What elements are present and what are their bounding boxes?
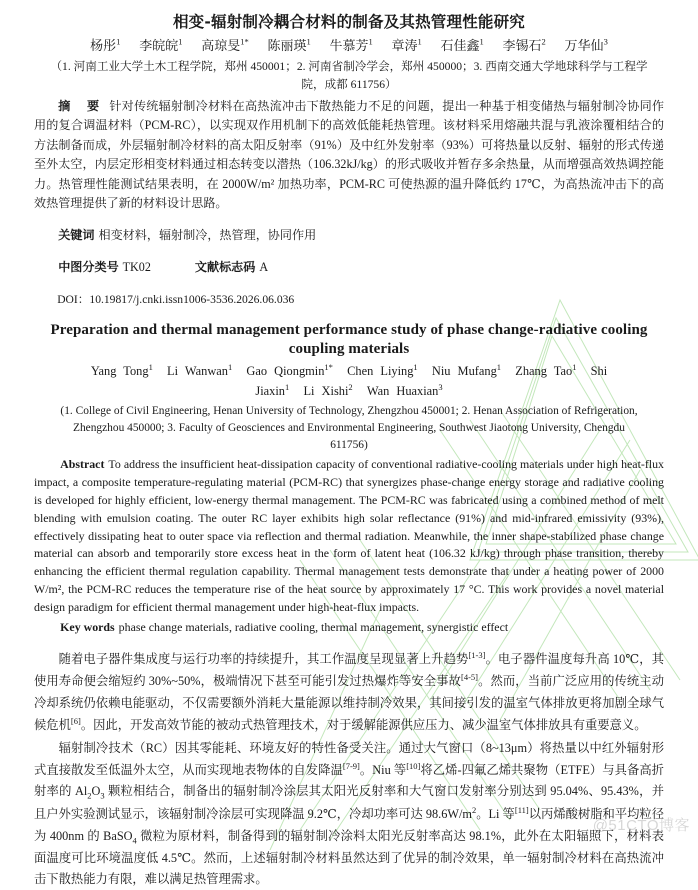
author-affiliation-marker: 1 [306, 37, 311, 48]
author-name: Wan Huaxian [366, 384, 439, 399]
citation-ref-5[interactable]: [10] [406, 761, 421, 772]
author-affiliation-marker: 1 [417, 37, 422, 48]
author-name: 章涛 [391, 38, 418, 54]
author-name: Niu Mufang [431, 364, 497, 379]
classification-line [34, 258, 664, 278]
author-affiliation-marker: 1 [572, 362, 577, 373]
author-affiliation-marker: 1* [240, 37, 249, 48]
author-name: 陈丽瑛 [267, 38, 307, 54]
affiliation-chinese: （1. 河南工业大学土木工程学院，郑州 450001；2. 河南省制冷学会，郑州 450000；3. 西南交通大学地球科学与工程学院，成都 611756） [50, 59, 648, 91]
author-entry [139, 38, 182, 53]
body-p1-seg-d: 。因此，开发高效节能的被动式热管理技术，对于缓解能源供应压力、减少温室气体排放具有重要意义。 [80, 717, 647, 732]
body-p2-seg-f: 。Li 等 [476, 807, 515, 822]
author-list-english [60, 361, 638, 400]
page-title-chinese: 相变-辐射制冷耦合材料的制备及其热管理性能研究 [172, 13, 526, 31]
author-affiliation-marker: 2 [348, 382, 353, 393]
author-name: 石佳鑫 [440, 38, 480, 54]
author-entry [201, 38, 249, 53]
author-name: Gao Qiongmin [246, 364, 325, 379]
author-entry [329, 38, 372, 53]
citation-ref-6[interactable]: [11] [514, 805, 529, 816]
clc-label: 中图分类号 [58, 260, 119, 275]
citation-ref-3[interactable]: [6] [70, 715, 81, 726]
formula-subscript-1: 2 [87, 790, 92, 801]
author-name: 万华仙 [564, 38, 604, 54]
author-entry [303, 384, 352, 398]
author-affiliation-marker: 1 [368, 37, 373, 48]
keywords-english [34, 618, 664, 636]
formula-subscript-2: 3 [100, 790, 105, 801]
author-entry [441, 38, 484, 53]
author-name: 高琼旻 [201, 38, 241, 54]
citation-ref-1[interactable]: [1-3] [468, 650, 486, 661]
body-p2-seg-h: 微粒为原材料，制备得到的辐射制冷涂料太阳光反射率高达 98.1%，此外在太阳辐照下，材料表面温度可比环境温度低 4.5℃。然而，上述辐射制冷材料虽然达到了优异的制冷效果，单一辐射制冷材料在高热流冲击下散热能力有限，难以满足热管理需求。 [34, 828, 664, 886]
author-name: Li Wanwan [167, 364, 228, 379]
abstract-text-english: To address the insufficient heat-dissipation capacity of conventional radiative-cooling materials under high heat-flux impact, a composite temperature-regulating material (PCM-RC) that synergizes phase-change energy storage and radiative cooling is developed for highly efficient, low-energy thermal management. The PCM-RC was fabricated using a combined method of melt blending with emulsion coating. The outer RC layer exhibits high solar reflectance (91%) and mid-infrared emissivity (93%), effectively dissipating heat to outer space via reflection and thermal radiation. Meanwhile, the inner shape-stabilized phase change material can absorb and temporarily store excess heat in the form of latent heat (106.32 kJ/kg) through phase transition, thereby enhancing the efficient thermal regulation capability. Thermal management tests demonstrate that under a heating power of 2000 W/m², the PCM-RC reduces the temperature rise of the heat source by approximately 17 °C. This work provides a novel material design paradigm for efficient thermal management under high-heat-flux impacts. [34, 457, 664, 614]
abstract-english [34, 456, 664, 617]
author-affiliation-marker: 1 [496, 362, 502, 373]
body-paragraph-2 [34, 738, 664, 890]
body-p1-seg-b: 。电子器件温度每升高 10℃，其使用寿命便会缩短约 30%~50%，极端情况下甚至可能引发过热爆炸等安全事故 [34, 652, 664, 689]
author-name: 牛慕芳 [329, 38, 369, 54]
author-affiliation-marker: 1 [178, 37, 183, 48]
body-paragraph-1 [34, 648, 664, 736]
clc-value: TK02 [122, 260, 151, 275]
author-name: Chen Liying [347, 364, 414, 379]
author-affiliation-marker: 3 [603, 37, 608, 48]
author-name: 杨彤 [90, 38, 117, 54]
doi-line [34, 290, 664, 309]
body-p2-seg-c: 将乙烯-四氟乙烯共聚物（ETFE）与具备高折射率的 Al [34, 763, 664, 799]
abstract-label-english: Abstract [60, 457, 105, 472]
body-p2-seg-d: O [91, 784, 101, 799]
author-name: 李锡石 [502, 38, 542, 54]
author-affiliation-marker: 1 [116, 37, 121, 48]
document-code-value: A [259, 260, 269, 275]
citation-ref-2[interactable]: [4-5] [461, 672, 478, 683]
author-name: Yang Tong [90, 364, 149, 379]
keywords-chinese [34, 226, 664, 246]
author-affiliation-marker: 1 [479, 37, 484, 48]
author-list-chinese [34, 36, 664, 56]
author-name: 李皖皖 [139, 38, 179, 54]
body-p1-seg-c: 。然而，当前广泛应用的传统主动冷却系统仍依赖电能驱动，不仅需要额外消耗大量能源以维持制冷效果，其间接引发的温室气体排放更将加剧全球气候危机 [34, 674, 664, 732]
page-title-english: Preparation and thermal management performance study of phase change-radiative cooling coupling materials [50, 321, 648, 358]
author-entry [91, 364, 153, 378]
keywords-text-english: phase change materials, radiative cooling, thermal management, synergistic effect [118, 619, 509, 634]
author-affiliation-marker: 1* [324, 362, 333, 373]
author-entry [432, 364, 501, 378]
unit-superscript-1: 2 [472, 805, 477, 816]
citation-ref-4[interactable]: [7-9] [342, 761, 360, 772]
doi-label: DOI： [57, 293, 90, 307]
abstract-label-chinese: 摘 要 [58, 98, 106, 113]
author-entry [392, 38, 422, 53]
body-p2-seg-g: 以丙烯酸树脂和平均粒径为 400nm 的 BaSO [34, 807, 664, 843]
abstract-chinese [34, 97, 664, 214]
author-name: Li Xishi [303, 384, 349, 399]
author-entry [515, 364, 576, 378]
doi-value[interactable]: 10.19817/j.cnki.issn1006-3536.2026.06.036 [89, 293, 295, 307]
author-affiliation-marker: 1 [227, 362, 233, 373]
body-p2-seg-e: 颗粒相结合，制备出的辐射制冷涂层其太阳光反射率和大气窗口发射率分别达到 95.04%、95.43%，并且户外实验测试显示，该辐射制冷涂层可实现降温 9.2℃，冷却功率可达 98.6W/m [34, 784, 664, 822]
keywords-label-chinese: 关键词 [58, 228, 95, 243]
body-p2-seg-b: 。Niu 等 [359, 763, 407, 778]
author-entry [90, 38, 120, 53]
keywords-text-chinese: 相变材料，辐射制冷，热管理，协同作用 [98, 228, 317, 243]
author-name: Zhang Tao [515, 364, 573, 379]
site-watermark-label: @51CTO博客 [592, 817, 690, 834]
author-entry [565, 38, 608, 53]
author-entry [347, 364, 418, 378]
author-affiliation-marker: 1 [285, 382, 290, 393]
author-affiliation-marker: 2 [541, 37, 546, 48]
formula-subscript-3: 4 [132, 835, 137, 846]
author-entry [503, 38, 546, 53]
affiliation-english: (1. College of Civil Engineering, Henan University of Technology, Zhengzhou 450001; 2. Henan Association of Refrigeration, Zhengzhou 450000; 3. Faculty of Geosciences and Environmental Engineering, Southwest Jiaotong University, Chengdu 611756) [60, 404, 638, 451]
body-p2-seg-a: 辐射制冷技术（RC）因其零能耗、环境友好的特性备受关注。通过大气窗口（8~13μm）将热量以中红外辐射形式直接散发至低温外太空，从而实现地表物体的自发降温 [34, 741, 664, 778]
author-name: Shi Jiaxin [255, 364, 608, 399]
author-affiliation-marker: 3 [438, 382, 443, 393]
body-p1-seg-a: 随着电子器件集成度与运行功率的持续提升，其工作温度呈现显著上升趋势 [58, 652, 469, 667]
document-code-label: 文献标志码 [194, 260, 256, 275]
author-affiliation-marker: 1 [413, 362, 418, 373]
author-entry [246, 364, 333, 378]
author-entry [167, 364, 232, 378]
author-entry [367, 384, 443, 398]
author-affiliation-marker: 1 [148, 362, 153, 373]
keywords-label-english: Key words [60, 619, 115, 634]
abstract-text-chinese: 针对传统辐射制冷材料在高热流冲击下散热能力不足的问题，提出一种基于相变储热与辐射制冷协同作用的复合调温材料（PCM-RC），以实现双作用机制下的高效低能耗热管理。该材料采用熔融共混与乳液涂覆相结合的方法制备而成，外层辐射制冷材料的高太阳反射率（91%）及中红外发射率（93%）可将热量以反射、辐射的形式传递至外太空，内层定形相变材料通过相态转变以潜热（106.32kJ/kg）的形式吸收并暂存多余热量，从而增强高效热调控能力。热管理性能测试结果表明，在 2000W/m² 加热功率，PCM-RC 可使热源的温升降低约 17℃，为高热流冲击下的高效热管理提供了新的材料设计思路。 [34, 98, 664, 211]
author-entry [267, 38, 310, 53]
